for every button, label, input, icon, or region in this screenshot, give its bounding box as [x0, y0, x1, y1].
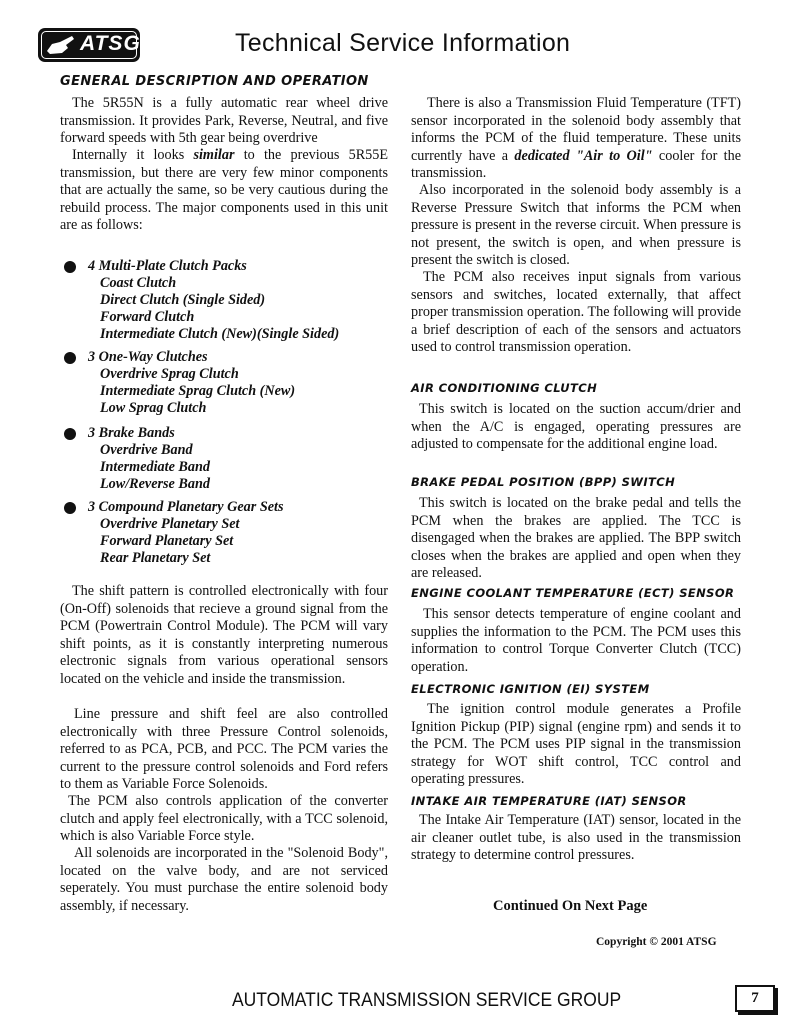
- ei-system-body: The ignition control module generates a Profile Ignition Pickup (PIP) signal (engine rpm) and sends it to the PCM. The PCM uses PIP signal in the transmission strategy for WOT shift control, TCC control and operating pressures.: [411, 701, 741, 787]
- car-silhouette-icon: [46, 34, 76, 56]
- bpp-switch-body: This switch is located on the brake pedal and tells the PCM when the brakes are applied. The TCC is disengaged when the brakes are applied. The BPP switch closes when the brakes are applied and open when they are released.: [411, 495, 741, 581]
- list-item: Intermediate Clutch (New)(Single Sided): [100, 326, 340, 342]
- bullet-icon: [64, 502, 76, 514]
- group-title: 4 Multi-Plate Clutch Packs: [88, 258, 247, 274]
- list-item: Forward Clutch: [100, 309, 195, 325]
- pcm-inputs-paragraph: The PCM also receives input signals from various sensors and switches, located externally, that affect proper transmission operation. The following will provide a brief description of each of the sensors and actuators used to control transmission operation.: [411, 269, 741, 355]
- logo-text: ATSG: [80, 32, 141, 55]
- ect-sensor-body: This sensor detects temperature of engine coolant and supplies the information to the PCM. The PCM uses this information to control Torque Converter Clutch (TCC) operation.: [411, 606, 741, 675]
- list-item: Coast Clutch: [100, 275, 177, 291]
- heading-iat-sensor: INTAKE AIR TEMPERATURE (IAT) SENSOR: [411, 794, 687, 808]
- heading-bpp-switch: BRAKE PEDAL POSITION (BPP) SWITCH: [411, 475, 676, 489]
- list-item: Forward Planetary Set: [100, 533, 234, 549]
- heading-ect-sensor: ENGINE COOLANT TEMPERATURE (ECT) SENSOR: [411, 586, 735, 600]
- intro-paragraph: The 5R55N is a fully automatic rear wheel drive transmission. It provides Park, Reverse, Neutral, and five forward speeds with 5th gear being overdrive: [60, 95, 388, 146]
- list-item: Overdrive Band: [100, 442, 193, 458]
- page-title: Technical Service Information: [235, 29, 571, 57]
- list-item: Intermediate Band: [100, 459, 210, 475]
- group-title: 3 Brake Bands: [88, 425, 175, 441]
- group-title: 3 Compound Planetary Gear Sets: [88, 499, 284, 515]
- page-number: 7: [735, 985, 775, 1012]
- bullet-icon: [64, 261, 76, 273]
- list-item: Rear Planetary Set: [100, 550, 211, 566]
- copyright-notice: Copyright © 2001 ATSG: [596, 936, 717, 948]
- list-item: Intermediate Sprag Clutch (New): [100, 383, 296, 399]
- line-pressure-paragraph: Line pressure and shift feel are also controlled electronically with three Pressure Control solenoids, referred to as PCA, PCB, and PCC. The PCM varies the current to the pressure control solenoids and Ford refers to them as Variable Force Solenoids.: [60, 706, 388, 792]
- list-item: Low Sprag Clutch: [100, 400, 207, 416]
- list-item: Overdrive Planetary Set: [100, 516, 240, 532]
- list-item: Low/Reverse Band: [100, 476, 210, 492]
- group-title: 3 One-Way Clutches: [88, 349, 208, 365]
- section-heading-general: GENERAL DESCRIPTION AND OPERATION: [60, 74, 369, 89]
- internally-paragraph: Internally it looks similar to the previous 5R55E transmission, but there are very few minor components that are actually the same, so be very cautious during the rebuild process. The major components used in this unit are as follows:: [60, 147, 389, 233]
- bullet-icon: [64, 352, 76, 364]
- footer-organization: AUTOMATIC TRANSMISSION SERVICE GROUP: [232, 990, 622, 1011]
- heading-ac-clutch: AIR CONDITIONING CLUTCH: [411, 381, 598, 395]
- solenoid-body-paragraph: All solenoids are incorporated in the "Solenoid Body", located on the valve body, and are not serviced seperately. You must purchase the entire solenoid body assembly, if necessary.: [60, 845, 388, 914]
- shift-pattern-paragraph: The shift pattern is controlled electronically with four (On-Off) solenoids that recieve a ground signal from the PCM (Powertrain Control Module). The PCM will vary shift points, as it is constantly interpreting numerous electronic signals from various operational sensors located on the vehicle and inside the transmission.: [60, 583, 388, 687]
- converter-clutch-paragraph: The PCM also controls application of the converter clutch and apply feel electronically, with a TCC solenoid, which is also Variable Force style.: [60, 793, 388, 844]
- tft-paragraph: There is also a Transmission Fluid Temperature (TFT) sensor incorporated in the solenoid body assembly that informs the PCM of the fluid temperature. These units currently have a dedicated "Air to Oil" cooler for the transmission.: [411, 95, 741, 181]
- continued-note: Continued On Next Page: [493, 898, 648, 914]
- heading-ei-system: ELECTRONIC IGNITION (EI) SYSTEM: [411, 682, 650, 696]
- reverse-pressure-paragraph: Also incorporated in the solenoid body assembly is a Reverse Pressure Switch that informs the PCM when pressure is present in the reverse circuit. When pressure is not present, the switch is open, and when pressure is present the switch is closed.: [411, 182, 741, 268]
- atsg-logo: [38, 28, 140, 62]
- emphasis-similar: similar: [193, 147, 235, 163]
- ac-clutch-body: This switch is located on the suction accum/drier and when the A/C is engaged, operating pressures are adjusted to compensate for the additional engine load.: [411, 401, 741, 452]
- iat-sensor-body: The Intake Air Temperature (IAT) sensor, located in the air cleaner outlet tube, is also used in the transmission strategy to determine control pressures.: [411, 812, 741, 863]
- bullet-icon: [64, 428, 76, 440]
- emphasis-dedicated: dedicated "Air to Oil": [514, 147, 653, 164]
- list-item: Direct Clutch (Single Sided): [100, 292, 266, 308]
- list-item: Overdrive Sprag Clutch: [100, 366, 239, 382]
